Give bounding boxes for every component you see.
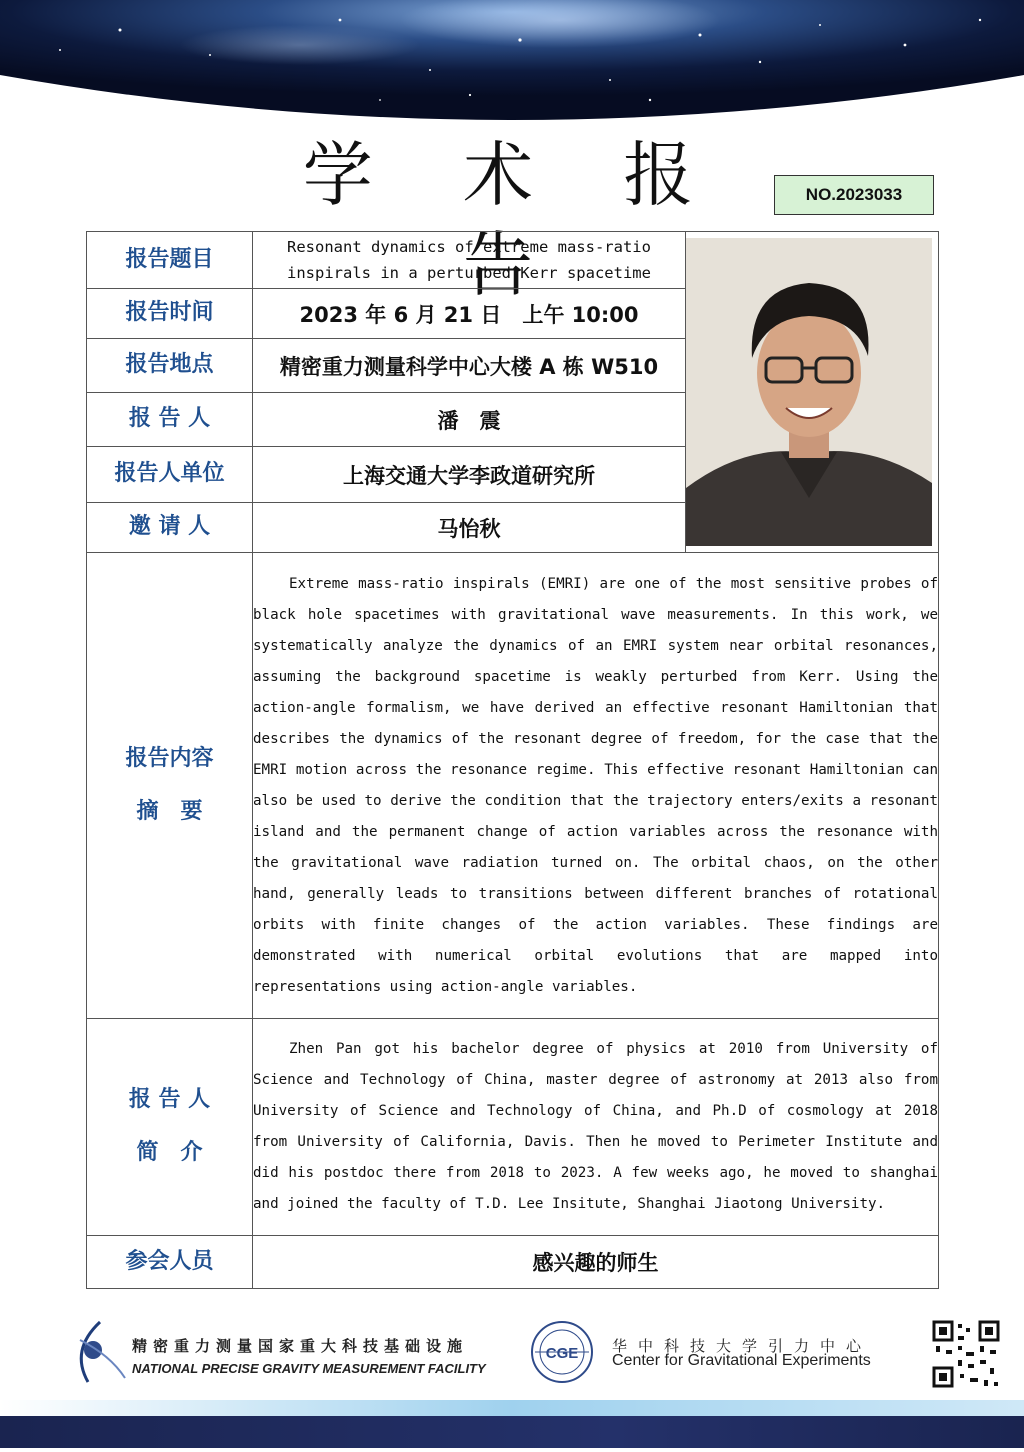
facility-name-en: NATIONAL PRECISE GRAVITY MEASUREMENT FACILITY (132, 1361, 486, 1376)
attendees-label: 参会人员 (87, 1236, 253, 1289)
galaxy-banner (0, 0, 1024, 140)
speaker-photo-cell (686, 232, 939, 553)
abstract-label (87, 553, 253, 1019)
bio-text-cell (253, 1019, 939, 1236)
cge-logo-text: CGE (545, 1345, 579, 1362)
time-label: 报告时间 (87, 289, 253, 339)
abstract-text: Extreme mass-ratio inspirals (EMRI) are one of the most sensitive probes of black hole spacetimes with gravitational wave measurements. In this work, we systematically analyze the dynamics of an EMRI system near orbital resonances, assuming the background spacetime is weakly perturbed from Kerr. Using the action-angle formalism, we have derived an effective resonant Hamiltonian that describes the dynamics of the resonant degree of freedom, for the case that the EMRI motion across the resonance regime. This effective resonant Hamiltonian can also be used to derive the condition that the trajectory enters/exits a resonant island and the permanent change of action variables across the resonance with the gravitational wave radiation turned on. The orbital chaos, on the other hand, generally leads to transitions between different branches of rotational orbits with finite changes of the action variables. These findings are demonstrated with numerical orbital evolutions that are mapped into representations using action-angle variables. (253, 575, 938, 995)
bio-label-line1: 报 告 人 (128, 1087, 211, 1113)
speaker-photo (686, 238, 932, 546)
cge-logo-icon (532, 1322, 592, 1382)
bio-label-line2: 简 介 (136, 1140, 203, 1165)
place-label: 报告地点 (87, 339, 253, 393)
speaker-value: 潘 震 (253, 393, 686, 447)
row-abstract (87, 553, 939, 1019)
abstract-text-cell (253, 553, 939, 1019)
bio-text: Zhen Pan got his bachelor degree of physics at 2010 from University of Science and Technology of China, master degree of astronomy at 2013 also from University of Science and Technology of China, and Ph.D of cosmology at 2018 from University of California, Davis. Then he moved to Perimeter Institute and did his postdoc there from 2018 to 2023. A few weeks ago, he moved to shanghai and joined the faculty of T.D. Lee Insitute, Shanghai Jiaotong University. (253, 1041, 938, 1212)
row-bio (87, 1019, 939, 1236)
time-value: 2023 年 6 月 21 日 上午 10:00 (253, 289, 686, 339)
center-name-en: Center for Gravitational Experiments (612, 1352, 871, 1369)
topic-value: Resonant dynamics of extreme mass-ratio inspirals in a perturbed Kerr spacetime (253, 232, 686, 289)
abstract-label-line2: 摘 要 (136, 798, 203, 824)
inviter-value: 马怡秋 (253, 503, 686, 553)
center-name-cn: 华中科技大学引力中心 (612, 1337, 873, 1355)
page-title: 学 术 报 告 (302, 134, 728, 306)
facility-logo-icon (80, 1322, 125, 1382)
affiliation-label: 报告人单位 (87, 447, 253, 503)
facility-name-cn: 精密重力测量国家重大科技基础设施 (132, 1337, 469, 1355)
row-topic (87, 232, 939, 289)
row-attendees (87, 1236, 939, 1289)
inviter-label: 邀 请 人 (87, 503, 253, 553)
report-info-table (86, 231, 939, 1289)
report-number-badge: NO.2023033 (774, 175, 934, 215)
attendees-value: 感兴趣的师生 (253, 1236, 939, 1289)
speaker-label: 报 告 人 (87, 393, 253, 447)
bio-label (87, 1019, 253, 1236)
qr-code-icon (932, 1320, 1000, 1388)
abstract-label-line1: 报告内容 (125, 745, 214, 771)
affiliation-value: 上海交通大学李政道研究所 (253, 447, 686, 503)
place-value: 精密重力测量科学中心大楼 A 栋 W510 (253, 339, 686, 393)
topic-label: 报告题目 (87, 232, 253, 289)
